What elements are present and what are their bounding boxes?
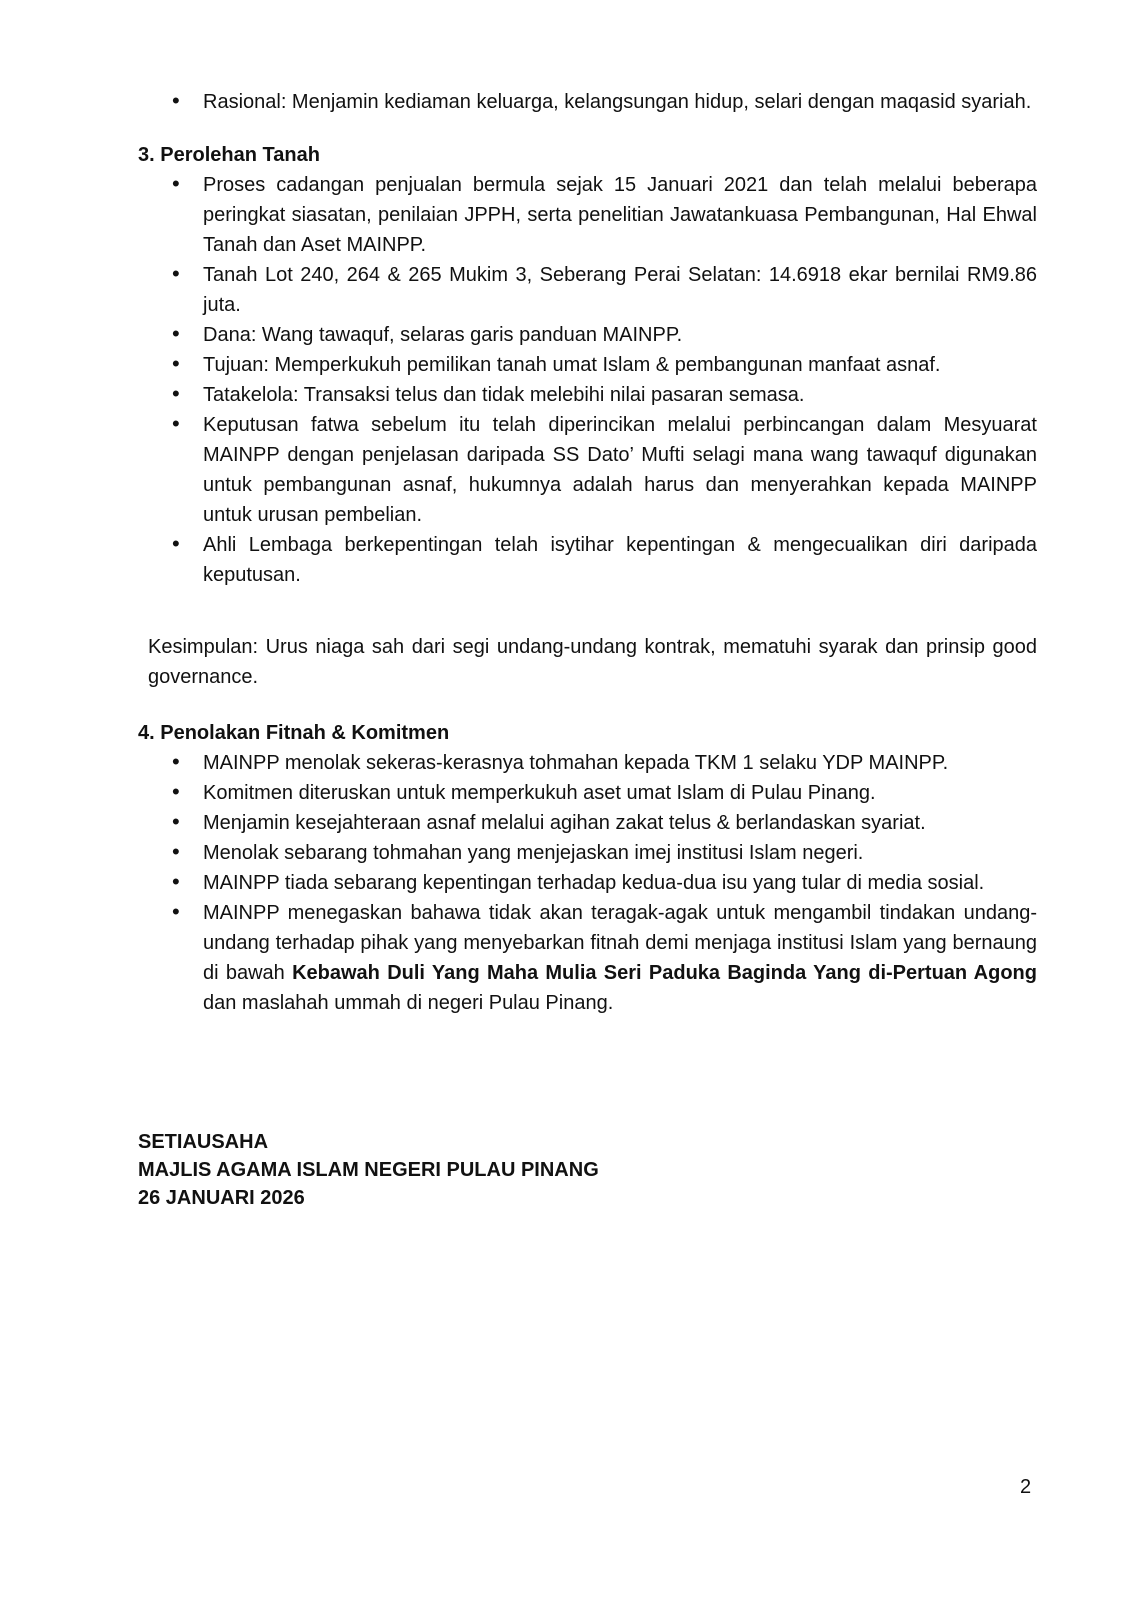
section-4-heading: 4. Penolakan Fitnah & Komitmen bbox=[138, 722, 450, 744]
bullet-ahli-lembaga: • Ahli Lembaga berkepentingan telah isytihar kepentingan & mengecualikan diri daripada keputusan. bbox=[203, 530, 1037, 590]
bullet-tanah-lot: • Tanah Lot 240, 264 & 265 Mukim 3, Seberang Perai Selatan: 14.6918 ekar bernilai RM9.86 juta. bbox=[203, 260, 1037, 320]
bullet-dana: • Dana: Wang tawaquf, selaras garis panduan MAINPP. bbox=[203, 320, 1037, 350]
bullet-proses-cadangan: • Proses cadangan penjualan bermula sejak 15 Januari 2021 dan telah melalui beberapa peringkat siasatan, penilaian JPPH, serta penelitian Jawatankuasa Pembangunan, Hal Ehwal Tanah dan Aset MAINPP. bbox=[203, 170, 1037, 260]
final-bullet-text-post: dan maslahah ummah di negeri Pulau Pinang. bbox=[203, 992, 614, 1014]
signature-organization: MAJLIS AGAMA ISLAM NEGERI PULAU PINANG bbox=[138, 1159, 599, 1181]
intro-bullet-list bbox=[138, 87, 1037, 117]
final-bullet-text-bold: Kebawah Duli Yang Maha Mulia Seri Paduka Baginda Yang di-Pertuan Agong bbox=[292, 962, 1037, 984]
section-3-bullet-list bbox=[138, 170, 1037, 590]
bullet-mainpp-menolak: • MAINPP menolak sekeras-kerasnya tohmahan kepada TKM 1 selaku YDP MAINPP. bbox=[203, 748, 1037, 778]
bullet-rasional: • Rasional: Menjamin kediaman keluarga, kelangsungan hidup, selari dengan maqasid syariah. bbox=[203, 87, 1037, 117]
bullet-tatakelola: • Tatakelola: Transaksi telus dan tidak melebihi nilai pasaran semasa. bbox=[203, 380, 1037, 410]
bullet-tujuan: • Tujuan: Memperkukuh pemilikan tanah umat Islam & pembangunan manfaat asnaf. bbox=[203, 350, 1037, 380]
final-bullet-text-pre: MAINPP menegaskan bahawa tidak akan teragak-agak untuk mengambil tindakan undang-undang terhadap pihak yang menyebarkan fitnah demi menjaga institusi Islam yang bernaung di bawah bbox=[203, 902, 1037, 984]
signature-role: SETIAUSAHA bbox=[138, 1131, 269, 1153]
signature-block bbox=[138, 1128, 1037, 1212]
conclusion-paragraph: Kesimpulan: Urus niaga sah dari segi undang-undang kontrak, mematuhi syarak dan prinsip good governance. bbox=[148, 636, 1037, 688]
section-4-bullet-list bbox=[138, 748, 1037, 1018]
bullet-keputusan-fatwa: • Keputusan fatwa sebelum itu telah diperincikan melalui perbincangan dalam Mesyuarat MAINPP dengan penjelasan daripada SS Dato’ Mufti selagi mana wang tawaquf digunakan untuk pembangunan asnaf, hukumnya adalah harus dan menyerahkan kepada MAINPP untuk urusan pembelian. bbox=[203, 410, 1037, 530]
bullet-menolak-tohmahan: • Menolak sebarang tohmahan yang menjejaskan imej institusi Islam negeri. bbox=[203, 838, 1037, 868]
bullet-komitmen: • Komitmen diteruskan untuk memperkukuh aset umat Islam di Pulau Pinang. bbox=[203, 778, 1037, 808]
bullet-tindakan-undang bbox=[203, 898, 1037, 1018]
page-number: 2 bbox=[1020, 1476, 1032, 1498]
signature-date: 26 JANUARI 2026 bbox=[138, 1187, 305, 1209]
bullet-menjamin: • Menjamin kesejahteraan asnaf melalui agihan zakat telus & berlandaskan syariat. bbox=[203, 808, 1037, 838]
section-3-heading: 3. Perolehan Tanah bbox=[138, 144, 320, 166]
bullet-tiada-kepentingan: • MAINPP tiada sebarang kepentingan terhadap kedua-dua isu yang tular di media sosial. bbox=[203, 868, 1037, 898]
